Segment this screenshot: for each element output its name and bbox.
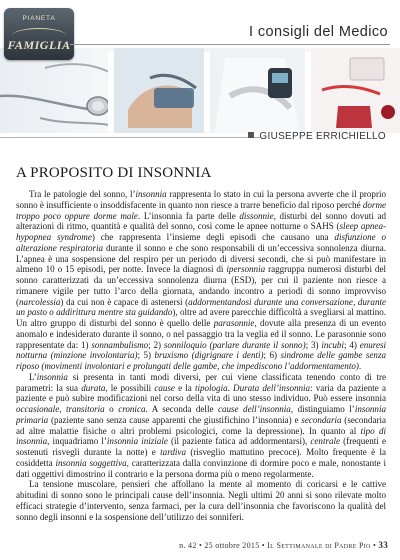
italic-run: sindrome delle gambe senza riposo (movimenti involontari e prolungati delle gambe, che impediscono l’addormentamento) [16, 350, 386, 371]
text-run: rappresenta lo stato in cui la persona avverte che il proprio sonno è insufficiente o insoddisfacente in quanto non riesce a trarre beneficio dal riposo perché [16, 189, 386, 210]
page-number: 33 [378, 540, 388, 550]
article-paragraph [16, 372, 386, 480]
italic-run: secondaria [301, 414, 342, 425]
text-run: o [104, 404, 119, 414]
italic-run: centrale [310, 436, 341, 447]
text-run: , inquadriamo l’ [47, 436, 107, 447]
author-row [0, 128, 400, 150]
header-photo-collage [0, 48, 400, 133]
text-run: (il paziente fatica ad addormentarsi), [167, 436, 311, 447]
italic-run: dissonnie [239, 210, 274, 221]
logo-line-2: FAMIGLIA [7, 38, 71, 52]
italic-run: sleep apnea-hypopnea syndrome [16, 221, 386, 242]
text-run: (risveglio mattutino precoce). Molto frequente è la cosiddetta [16, 447, 386, 468]
italic-run: tipologia [194, 382, 228, 393]
italic-run: insonnia iniziale [106, 436, 168, 447]
italic-run: ipersonnia [226, 264, 266, 275]
square-bullet-icon [248, 132, 254, 138]
page-footer [179, 540, 388, 550]
logo-line-1: PIANETA [22, 15, 56, 22]
article-paragraph [16, 479, 386, 522]
header-rule [70, 44, 390, 45]
text-run: ; 3) [305, 339, 322, 350]
text-run: , dovute alla presenza di un evento anomalo e indesiderato durante il sonno, o nel passaggio tra la veglia ed il sonno. Le parasonnie sono rappresentate da: 1) [16, 318, 386, 350]
text-run: La tensione muscolare, pensieri che affollano la mente al momento di coricarsi e le cattive abitudini di sonno sono le principali cause dell’insonnia. Negli ultimi 20 anni si sono rilevate molto efficaci strategie d’intervento, senza farmaci, per la cura dell’insonnia che favoriscono la qualità del sonno degli insonni e la sospensione dell’utilizzo dei sonniferi. [16, 479, 386, 522]
text-run: , le possibili [105, 382, 155, 393]
text-run: . L’insonnia fa parte delle [137, 210, 240, 221]
article-title: A PROPOSITO DI INSONNIA [16, 165, 212, 181]
author-name: GIUSEPPE ERRICHIELLO [259, 131, 386, 142]
page-header [0, 0, 400, 138]
italic-run: transitoria [65, 404, 105, 414]
italic-run: cronica [118, 404, 146, 414]
text-run: . A seconda delle [145, 404, 218, 414]
text-run: , disturbi del sonno dovuti ad alterazioni di ritmo, quantità e qualità del sonno, così come le apnee notturne o SAHS ( [16, 210, 386, 232]
italic-run: addormentandosi durante una conversazione, durante un pasto o addirittura mentre sta guidando [16, 296, 386, 318]
italic-run: parasonnie [213, 318, 255, 328]
italic-run: dorme troppo poco oppure dorme male [16, 199, 386, 221]
text-run: ; 6) [263, 350, 281, 361]
text-run: ; 2) [148, 339, 164, 350]
text-run: , caratterizzata dalla convinzione di dormire poco e male, nonostante i dati oggettivi dimostrino il contrario e la persona dorma più o meno regolarmente. [16, 457, 386, 479]
text-run: (paziente sano senza cause apparenti che giustifichino l’insonnia) e [48, 414, 302, 425]
footer-magazine: Il Settimanale di Padre Pio [267, 541, 371, 550]
text-run: e la [174, 382, 195, 393]
text-run: ) da cui non è capace di astenersi ( [60, 296, 189, 307]
text-run: , distinguiamo l’ [290, 404, 355, 414]
italic-run: incubi [321, 339, 344, 350]
italic-run: insonnia [36, 371, 68, 382]
italic-run: tipo di insonnia [16, 425, 386, 447]
text-run: si presenta in tanti modi diversi, per cui viene classificata tenendo conto di tre parametri: la sua [16, 371, 386, 393]
text-run: : varia da paziente a paziente e può subire modificazioni nel corso della vita di uno stesso individuo. Può essere insonnia [16, 382, 386, 404]
italic-run: durata [81, 382, 106, 393]
text-run: ; 4) [343, 339, 360, 350]
author-rule [0, 137, 260, 138]
italic-run: insonnia soggettiva [55, 457, 127, 468]
text-run: Tra le patologie del sonno, l’ [29, 189, 136, 199]
italic-run: sonniloquio (parlare durante il sonno) [163, 339, 306, 350]
magazine-logo [4, 8, 74, 60]
article-paragraph [16, 189, 386, 372]
italic-run: disfunzione o alterazione respiratoria [16, 232, 386, 253]
italic-run: Durata dell’insonnia [233, 382, 311, 393]
italic-run: insonnia [135, 189, 167, 199]
italic-run: occasionale [16, 404, 60, 414]
medical-equipment-image [0, 48, 400, 133]
footer-separator: • [372, 541, 377, 550]
text-run: , [59, 404, 66, 414]
text-run: ; 5) [137, 350, 155, 361]
italic-run: bruxismo (digrignare i denti) [154, 350, 264, 361]
text-run: (secondaria ad altre malattie fisiche o altri problemi psicologici, come la depressione). In quanto al [16, 414, 386, 436]
text-run: ), oltre ad avere parecchie difficoltà a svegliarsi al mattino. Un altro gruppo di disturbi del sonno è quello delle [16, 307, 386, 328]
text-run: L’ [29, 371, 37, 382]
section-rubric: I consigli del Medico [249, 24, 388, 40]
footer-issue: n. 42 • 25 ottobre 2015 • [179, 541, 265, 550]
text-run: . [227, 382, 234, 393]
italic-run: sonnambulismo [91, 339, 149, 350]
text-run: durante il sonno e che sono responsabili di un’eccessiva sonnolenza diurna. L’apnea è una sospensione del respiro per un periodo di diversi secondi, che si può manifestare in almeno 10 o 15 episodi, per notte. Invece la diagnosi di [16, 242, 386, 275]
text-run: ) che rappresenta l’insieme degli episodi che causano una [91, 232, 335, 242]
text-run: . [358, 361, 362, 371]
article-body [16, 189, 386, 533]
italic-run: tardiva [160, 447, 186, 457]
text-run: (frequenti e sostenuti risvegli durante la notte) e [16, 436, 386, 457]
italic-run: cause dell’insonnia [217, 404, 291, 414]
italic-run: cause [154, 382, 175, 393]
italic-run: insonnia primaria [16, 404, 386, 425]
text-run: raggruppa numerosi disturbi del sonno caratterizzati da un’eccessiva sonnolenza diurna (ESD), per cui il paziente non riesce a rimanere vigile per tutto l’arco della giornata, andando incontro a periodi di sonno improvviso ( [16, 264, 386, 307]
italic-run: narcolessia [19, 296, 61, 307]
author-byline [248, 131, 386, 142]
italic-run: enuresi notturna (minzione involontaria) [16, 339, 386, 361]
